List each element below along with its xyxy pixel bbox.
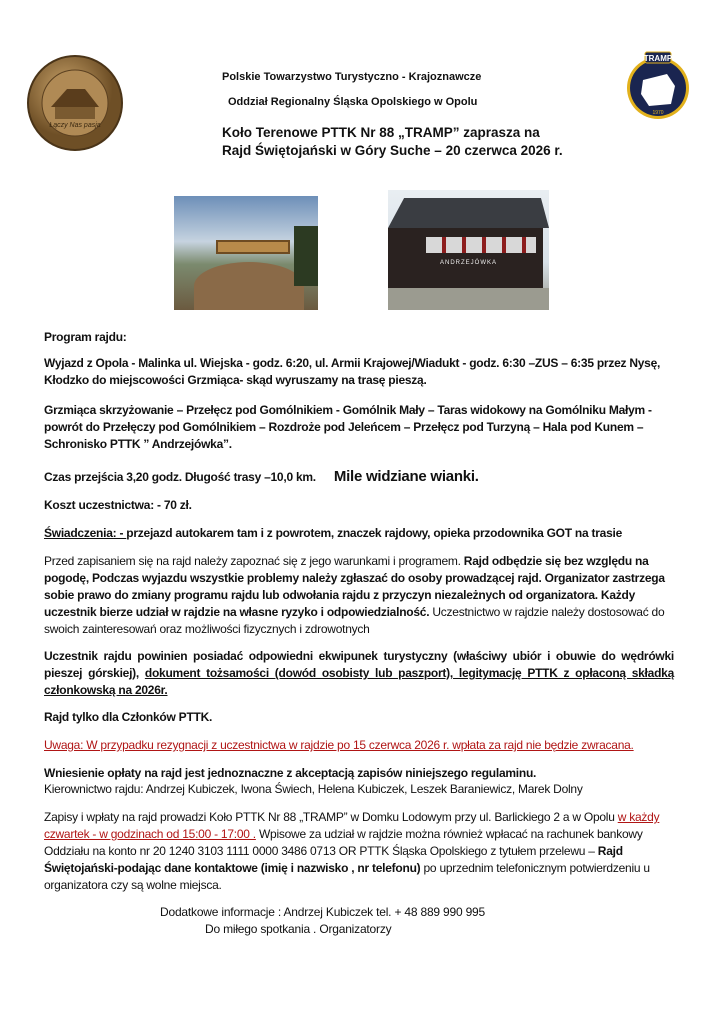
cost: Koszt uczestnictwa: - 70 zł. xyxy=(44,498,192,512)
closing: Do miłego spotkania . Organizatorzy xyxy=(205,922,392,936)
terms-bold: Rajd odbędzie się bez względu na pogodę, Podczas wyjazdu wszystkie problemy należy zgłaszać do osoby prowadzącej rajd. Organizator zastrzega sobie prawo do zmiany programu rajdu lub odwołania rajdu z przyczyn niezależnych od organizatora. Każdy uczestnik bierze udział w rajdzie na własne ryzyko i odpowiedzialność. xyxy=(44,554,665,619)
bank-account: Wpisowe za udział w rajdzie można również wpłacać na rachunek bankowy Oddziału na konto nr 20 1240 3103 1111 0000 3486 0713 OR PTTK Śląska Opolskiego z tytułem przelewu – xyxy=(44,827,643,858)
benefits-label: Świadczenia: - xyxy=(44,526,127,540)
signup xyxy=(44,809,674,894)
terms xyxy=(44,553,674,638)
viewing-platform-photo xyxy=(174,196,318,310)
cancellation-warning: Uwaga: W przypadku rezygnacji z uczestnictwa w rajdzie po 15 czerwca 2026 r. wpłata za rajd nie będzie zwracana. xyxy=(44,738,634,752)
equipment xyxy=(44,648,674,699)
svg-text:TRAMP: TRAMP xyxy=(643,54,673,63)
signup-place: Zapisy i wpłaty na rajd prowadzi Koło PTTK Nr 88 „TRAMP” w Domku Lodowym przy ul. Barlickiego 2 a w Opolu xyxy=(44,810,618,824)
contact-info: Dodatkowe informacje : Andrzej Kubiczek tel. + 48 889 990 995 xyxy=(160,905,486,919)
svg-text:Łączy Nas pasja: Łączy Nas pasja xyxy=(49,122,101,129)
hostel-sign: ANDRZEJÓWKA xyxy=(440,260,498,266)
transfer-title: Rajd Świętojański-podając dane kontaktowe (imię i nazwisko , nr telefonu) xyxy=(44,844,623,875)
departure-text xyxy=(44,355,674,389)
leaders: Kierownictwo rajdu: Andrzej Kubiczek, Iwona Świech, Helena Kubiczek, Leszek Baraniewicz, Marek Dolny xyxy=(44,782,583,796)
equipment-text: Uczestnik rajdu powinien posiadać odpowiedni ekwipunek turystyczny (właściwy ubiór i obuwie do wędrówki pieszej górskiej), xyxy=(44,649,674,680)
branch-name: Oddział Regionalny Śląska Opolskiego w Opolu xyxy=(228,96,478,108)
org-name: Polskie Towarzystwo Turystyczno - Krajoznawcze xyxy=(222,71,482,83)
pttk-branch-logo xyxy=(27,55,123,151)
benefits xyxy=(44,525,674,542)
members-only: Rajd tylko dla Członków PTTK. xyxy=(44,710,213,724)
program-heading: Program rajdu: xyxy=(44,330,127,344)
route-text: Grzmiąca skrzyżowanie – Przełęcz pod Gomólnikiem - Gomólnik Mały – Taras widokowy na Gomólniku Małym - powrót do Przełęczy pod Gomólnikiem – Rozdroże pod Jeleńcem – Przełęcz pod Turzyną – Hala pod Kunem – Schronisko PTTK ” Andrzejówka”. xyxy=(44,403,652,451)
acceptance: Wniesienie opłaty na rajd jest jednoznaczne z akceptacją zapisów niniejszego regulaminu. xyxy=(44,766,537,780)
benefits-text: przejazd autokarem tam i z powrotem, znaczek rajdowy, opieka przodownika GOT na trasie xyxy=(126,526,623,540)
departure: Wyjazd z Opola - Malinka ul. Wiejska - godz. 6:20, ul. Armii Krajowej/Wiadukt - godz. 6:30 –ZUS – 6:35 przez Nysę, Kłodzko do miejscowości Grzmiąca- skąd wyruszamy na trasę pieszą. xyxy=(44,356,661,387)
time-line xyxy=(44,468,674,486)
invitation-line: Koło Terenowe PTTK Nr 88 „TRAMP” zaprasza na xyxy=(222,125,540,140)
tramp-club-logo xyxy=(625,50,691,122)
signup-hours: w każdy czwartek - w godzinach od 15:00 - 17:00 . xyxy=(44,810,660,841)
terms-end: Uczestnictwo w rajdzie należy dostosować do swoich zainteresowań oraz możliwości fizycznych i zdrowotnych xyxy=(44,605,665,636)
andrzejowka-hostel-photo xyxy=(388,190,549,310)
documents-required: dokument tożsamości (dowód osobisty lub paszport), legitymację PTTK z opłaconą składką członkowską na 2026r. xyxy=(44,666,674,697)
walk-time: Czas przejścia 3,20 godz. Długość trasy –10,0 km. xyxy=(44,470,316,484)
terms-intro: Przed zapisaniem się na rajd należy zapoznać się z jego warunkami i programem. xyxy=(44,554,464,568)
wreaths-note: Mile widziane wianki. xyxy=(333,468,479,485)
svg-text:1970: 1970 xyxy=(652,110,664,116)
confirmation-note: po uprzednim telefonicznym potwierdzeniu u organizatora czy są wolne miejsca. xyxy=(44,861,650,892)
event-title: Rajd Świętojański w Góry Suche – 20 czerwca 2026 r. xyxy=(222,143,563,158)
